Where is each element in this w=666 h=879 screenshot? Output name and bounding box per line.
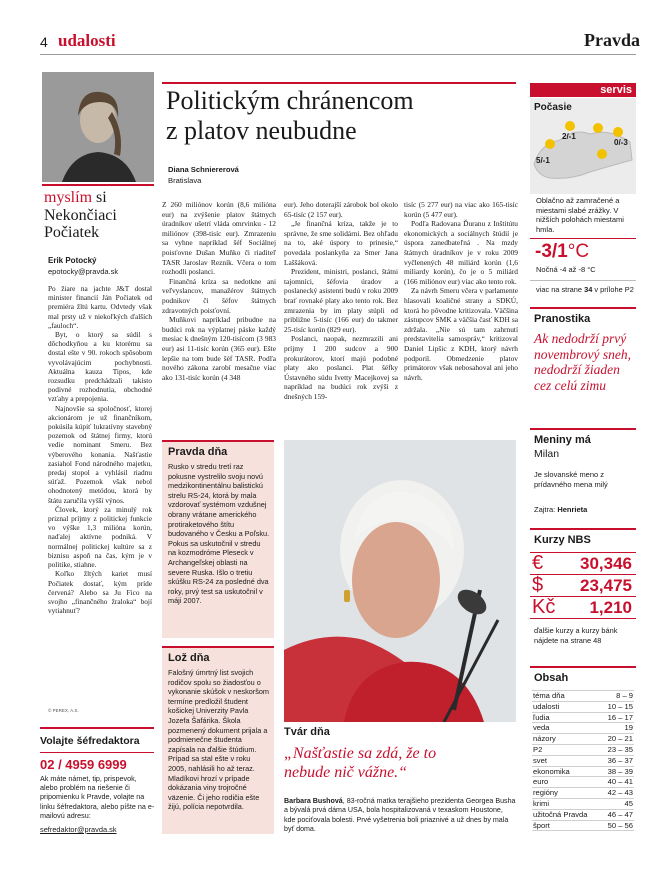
toc-pages: 23 – 35 xyxy=(607,744,633,754)
toc-name: užitočná Pravda xyxy=(533,809,588,819)
article-paragraph: tisíc (5 277 eur) na viac ako 165-tisíc korún (5 477 eur). xyxy=(404,200,518,219)
toc-row[interactable] xyxy=(532,745,634,756)
meniny-heading: Meniny má xyxy=(534,434,591,446)
toc-pages: 46 – 47 xyxy=(607,809,633,819)
header-rule xyxy=(40,54,636,55)
toc-row[interactable] xyxy=(532,702,634,713)
toc-row[interactable] xyxy=(532,810,634,821)
pranostika-heading: Pranostika xyxy=(534,313,591,325)
loz-dna-text: Falošný úmrtný list svojich rodičov spolu so žiadosťou o vykonanie skúšok v neskoršom termíne predložil študent košickej Univerzity Pavla Jozefa Šafárika. Škola pozmenený dokument prijala a podmienečne študenta zapísala na ďalšie štúdium. Prípad sa stal ešte v roku 2005, nahlásili ho až teraz. Mladíkovi hrozí v prípade dokázania viny trojročné väzenie. Či jeho rodičia ešte žijú, polícia nepotvrdila. xyxy=(168,668,269,812)
face-of-day-caption xyxy=(284,797,516,835)
toc-pages: 10 – 15 xyxy=(607,701,633,711)
loz-dna-heading: Lož dňa xyxy=(168,652,210,664)
face-of-day-photo xyxy=(284,440,516,722)
weather-night: Nočná -4 až -8 °C xyxy=(536,265,596,274)
pravda-dna-rule xyxy=(162,440,274,442)
toc-row[interactable] xyxy=(532,767,634,778)
toc-row[interactable] xyxy=(532,756,634,767)
weather-temp-center: 2/-1 xyxy=(562,132,576,141)
article-column-1 xyxy=(162,200,276,382)
article-paragraph: Podľa Radovana Ďuranu z Inštitútu ekonomických a sociálnych štúdií je úspora zanedbateľná . Na mzdy štátnych úradníkov je v roku 2009 vyčlenených 48 miliárd korún (1,6 miliardy korún), čo je o 5 miliárd (166 miliónov eur) viac ako tento rok. xyxy=(404,219,518,286)
toc-pages: 20 – 21 xyxy=(607,734,633,744)
toc-pages: 36 – 37 xyxy=(607,755,633,765)
toc-pages: 42 – 43 xyxy=(607,788,633,798)
weather-description: Oblačno až zamračené a miestami slabé zrážky. V nižších polohách miestami hmla. xyxy=(536,196,624,234)
currency-row xyxy=(530,553,636,575)
currency-symbol: $ xyxy=(532,574,544,596)
obsah-list xyxy=(532,690,634,831)
tomorrow-label: Zajtra: xyxy=(534,505,558,514)
column-label xyxy=(44,189,107,207)
toc-row[interactable] xyxy=(532,713,634,724)
loz-dna-box xyxy=(162,646,274,834)
toc-row[interactable] xyxy=(532,799,634,810)
weather-temp-west: 5/-1 xyxy=(536,156,550,165)
pranostika-text: Ak nedodrží prvý novembrový sneh, nedodrží žiaden cez celú zimu xyxy=(534,331,631,393)
column-label-black: si xyxy=(96,189,107,206)
toc-row[interactable] xyxy=(532,734,634,745)
article-author: Diana Schniererová xyxy=(168,165,239,174)
article-location: Bratislava xyxy=(168,176,202,185)
meniny-tomorrow xyxy=(534,505,587,514)
currency-value: 23,475 xyxy=(580,575,632,595)
contact-phone: 02 / 4959 6999 xyxy=(40,757,127,772)
toc-row[interactable] xyxy=(532,777,634,788)
face-of-day-heading: Tvár dňa xyxy=(284,726,330,738)
contact-heading: Volajte šéfredaktora xyxy=(40,735,140,747)
article-paragraph: „Je finančná kríza, takže je to správne, že sme solidárni. Bez ohľadu na to, aké úspory to prinesie,“ povedala poslankyňa za Smer Jana Laššáková. xyxy=(284,219,398,267)
kurzy-rule xyxy=(530,528,636,530)
toc-pages: 40 – 41 xyxy=(607,777,633,787)
weather-rule-2 xyxy=(530,280,636,281)
big-temp-unit: °C xyxy=(567,241,590,262)
toc-pages: 50 – 56 xyxy=(607,820,633,830)
toc-name: téma dňa xyxy=(533,691,565,700)
toc-name: regióny xyxy=(533,788,558,798)
column-label-red: myslím xyxy=(44,189,93,206)
toc-pages: 16 – 17 xyxy=(607,712,633,722)
toc-row[interactable] xyxy=(532,788,634,799)
toc-row[interactable] xyxy=(532,821,634,832)
currency-row xyxy=(530,597,636,619)
toc-name: krimi xyxy=(533,798,550,808)
column-top-rule xyxy=(42,184,154,186)
column-author: Erik Potocký xyxy=(48,256,97,265)
toc-pages: 45 xyxy=(624,798,633,808)
column-title: Nekončiaci Počiatek xyxy=(44,207,117,241)
toc-name: svet xyxy=(533,755,547,765)
currency-symbol: € xyxy=(532,552,544,574)
article-headline xyxy=(166,86,516,146)
column-email: epotocky@pravda.sk xyxy=(48,267,119,276)
contact-text: Ak máte námet, tip, prispevok, alebo problém na riešenie či pripomienku k Pravde, volajte na linku šéfredaktora, alebo píšte na e-mailovú adresu: xyxy=(40,774,155,820)
more-page: 34 xyxy=(584,285,593,294)
toc-name: šport xyxy=(533,820,550,830)
page-number: 4 xyxy=(40,34,48,50)
pravda-dna-box xyxy=(162,440,274,638)
contact-mid-rule xyxy=(40,752,154,753)
headline-line-2: z platov neubudne xyxy=(166,116,357,145)
more-suffix: v prílohe P2 xyxy=(592,285,634,294)
kurzy-note: ďalšie kurzy a kurzy bánk nájdete na strane 48 xyxy=(534,626,618,645)
caption-text: , 83-ročná matka terajšieho prezidenta Georgea Busha a bývalá prvá dáma USA, bola hospitalizovaná v texaskom Houstone, kde pociťovala bolesti. Prvé vyšetrenia boli priaznivé a už dnes by mala byť doma. xyxy=(284,797,516,834)
article-paragraph: Z 260 miliónov korún (8,6 milióna eur) na zvýšenie platov štátnych úradníkov ušetrí vláda omrvinku - 12 miliónov (398-tisíc eur). Zmrazeniu sa vyhne napríklad šéf Sociálnej poisťovne Dušan Muňko či riaditeľ TASR Jaroslav Rezník. Včera o tom rozhodli poslanci. xyxy=(162,200,276,277)
meniny-desc: Je slovanské meno z prídavného mena milý xyxy=(534,470,608,489)
photo-credit: © PEREX, A.S. xyxy=(48,708,79,713)
kurzy-heading: Kurzy NBS xyxy=(534,534,591,546)
servis-label: servis xyxy=(530,83,636,97)
pranostika-rule xyxy=(530,307,636,309)
brand-logo: Pravda xyxy=(584,30,640,50)
toc-name: ľudia xyxy=(533,712,550,722)
meniny-rule xyxy=(530,428,636,430)
obsah-rule xyxy=(530,666,636,668)
article-paragraph: Prezident, ministri, poslanci, štátni tajomníci, šéfovia úradov a poslanecký asistenti budú v roku 2009 brať rovnaké platy ako tento rok. Bez zmrazenia by im platy stúpli od približne 5-tisíc (166 eur) do takmer 25-tisíc korún (829 eur). xyxy=(284,267,398,334)
section-name: udalosti xyxy=(58,31,116,50)
toc-row[interactable] xyxy=(532,691,634,702)
obsah-heading: Obsah xyxy=(534,672,569,684)
slovakia-map-icon xyxy=(530,114,636,194)
toc-name: P2 xyxy=(533,744,543,754)
column-paragraph: Po žiare na jachte J&T dostal minister financií Ján Počiatek od premiéra žltú kartu. Odvtedy však mal prsty už v niekoľkých ďalších „fauloch“. xyxy=(48,284,152,330)
weather-temp-east: 0/-3 xyxy=(614,138,628,147)
toc-name: veda xyxy=(533,723,550,733)
article-top-rule xyxy=(162,82,516,84)
currency-symbol: Kč xyxy=(532,596,556,618)
toc-row[interactable] xyxy=(532,723,634,734)
weather-heading: Počasie xyxy=(534,102,572,113)
column-body xyxy=(48,284,152,615)
currency-value: 30,346 xyxy=(580,553,632,573)
toc-name: euro xyxy=(533,777,549,787)
column-paragraph: Koľko žltých kariet musí Počiatek dostať, kým príde červená? Alebo sa Ju Fico na svojho „finančného žraloka“ bojí vytiahnuť? xyxy=(48,569,152,616)
weather-more-link[interactable] xyxy=(536,285,634,294)
toc-pages: 38 – 39 xyxy=(607,766,633,776)
big-temp-value: -3/1 xyxy=(535,241,568,262)
column-paragraph: Najnovšie sa spoločnosť, ktorej akcionárom je už finančníkom, pokúsila kúpiť lukratívny stavebný pozemok od štátnej firmy, ktorú vedie nominant Smeru. Bez výberového konania. Našťastie zasiahol Fond národného majetku, predaj stopol a vyhlásil riadnu súťaž. Pozemok však nebol ohodnotený metódou, ktorá by štátu zaručila vyšší výnos. xyxy=(48,403,152,505)
weather-rule-1 xyxy=(530,238,636,239)
contact-email-link[interactable]: sefredaktor@pravda.sk xyxy=(40,825,117,834)
currency-row xyxy=(530,575,636,597)
column-paragraph: Človek, ktorý za minulý rok priznal príjmy z politickej funkcie vo výške 1,3 milióna korún, naďalej aktívne podniká. V normálnej politickej kultúre sa z biznisu aspoň na čas, kým je v politike, stiahne. xyxy=(48,504,152,570)
kurzy-table xyxy=(530,552,636,619)
currency-value: 1,210 xyxy=(589,597,632,617)
toc-pages: 19 xyxy=(624,723,633,733)
loz-dna-rule xyxy=(162,646,274,648)
pravda-dna-heading: Pravda dňa xyxy=(168,446,228,458)
weather-box xyxy=(530,98,636,194)
headline-line-1: Politickým chránencom xyxy=(166,86,414,115)
column-paragraph: Byt, o ktorý sa súdil s dôchodkyňou a ku ktorému sa dostal ešte v 90. rokoch spôsobom vyvolávajúcim pochybnosti. Aktuálna kauza Tipos, kde rozsudku predchádzali takisto podivné rozhodnutia, obchodné vzťahy a prepojenia. xyxy=(48,330,152,404)
tomorrow-name: Henrieta xyxy=(557,505,588,514)
article-paragraph: eur). Jeho doterajší zárobok bol okolo 65-tisíc (2 157 eur). xyxy=(284,200,398,219)
more-prefix: viac na strane xyxy=(536,285,585,294)
article-paragraph: Muňkovi napríklad pribudne na budúci rok na výplatnej páske každý mesiac k dnešným 120-tisícom (3 983 eur) asi 11-tisíc korún (365 eur). Ešte lepšie na tom bude šéf TASR. Podľa nového zákona zarobí mesačne viac ako 131-tisíc korún (4 348 xyxy=(162,315,276,382)
weather-big-temp xyxy=(535,241,589,263)
article-paragraph: Poslanci, naopak, nezmrazili ani príjmy 1 200 sudcov a 900 prokurátorov, ktorí majú podobné platy ako poslanci. Plat šéfky Ústavného súdu Ivetty Macejkovej sa napríklad na budúci rok zvýši z dnešných 159- xyxy=(284,334,398,401)
author-portrait xyxy=(42,72,154,182)
article-paragraph: Finančná kríza sa nedotkne ani veľvyslancov, manažérov štátnych podnikov či šéfov štátnych zdravotných poisťovní. xyxy=(162,276,276,315)
article-column-3 xyxy=(404,200,518,382)
contact-top-rule xyxy=(40,727,154,729)
article-column-2 xyxy=(284,200,398,401)
article-paragraph: Za návrh Smeru včera v parlamente hlasovali koaličné strany a SDKÚ, ktorá ho pôvodne kritizovala. Väčšina zástupcov SMK a väčšia časť KDH sa zdržala. „Nie sú tam zahrnutí predstavitelia samospráv,“ kritizoval Daniel Lipšic z KDH, ktorý návrh podporil. Obmedzenie platov primátorov však nebosahoval ani jeho návrh. xyxy=(404,286,518,382)
meniny-name: Milan xyxy=(534,448,560,460)
toc-pages: 8 – 9 xyxy=(616,691,633,700)
face-of-day-quote: „Našťastie sa zdá, že to nebude nič vážne.“ xyxy=(284,745,437,781)
caption-name: Barbara Bushová xyxy=(284,797,343,805)
pravda-dna-text: Rusko v stredu tretí raz pokusne vystrelilo svoju novú medzikontinentálnu balistickú strelu RS-24, ktorá by mala vzdorovať systémom vzdušnej obrany vrátane amerického protiraketového štítu budovaného v Česku a Poľsku. Pokus sa uskutočnil v stredu na kozmodróme Pleseck v Archangeľskej oblasti na severe Ruska. Išlo o tretiu skúšku RS-24 za posledné dva roky, prvý test sa uskutočnil v máji 2007. xyxy=(168,462,270,606)
toc-name: názory xyxy=(533,734,556,744)
toc-name: udalosti xyxy=(533,701,560,711)
toc-name: ekonomika xyxy=(533,766,570,776)
